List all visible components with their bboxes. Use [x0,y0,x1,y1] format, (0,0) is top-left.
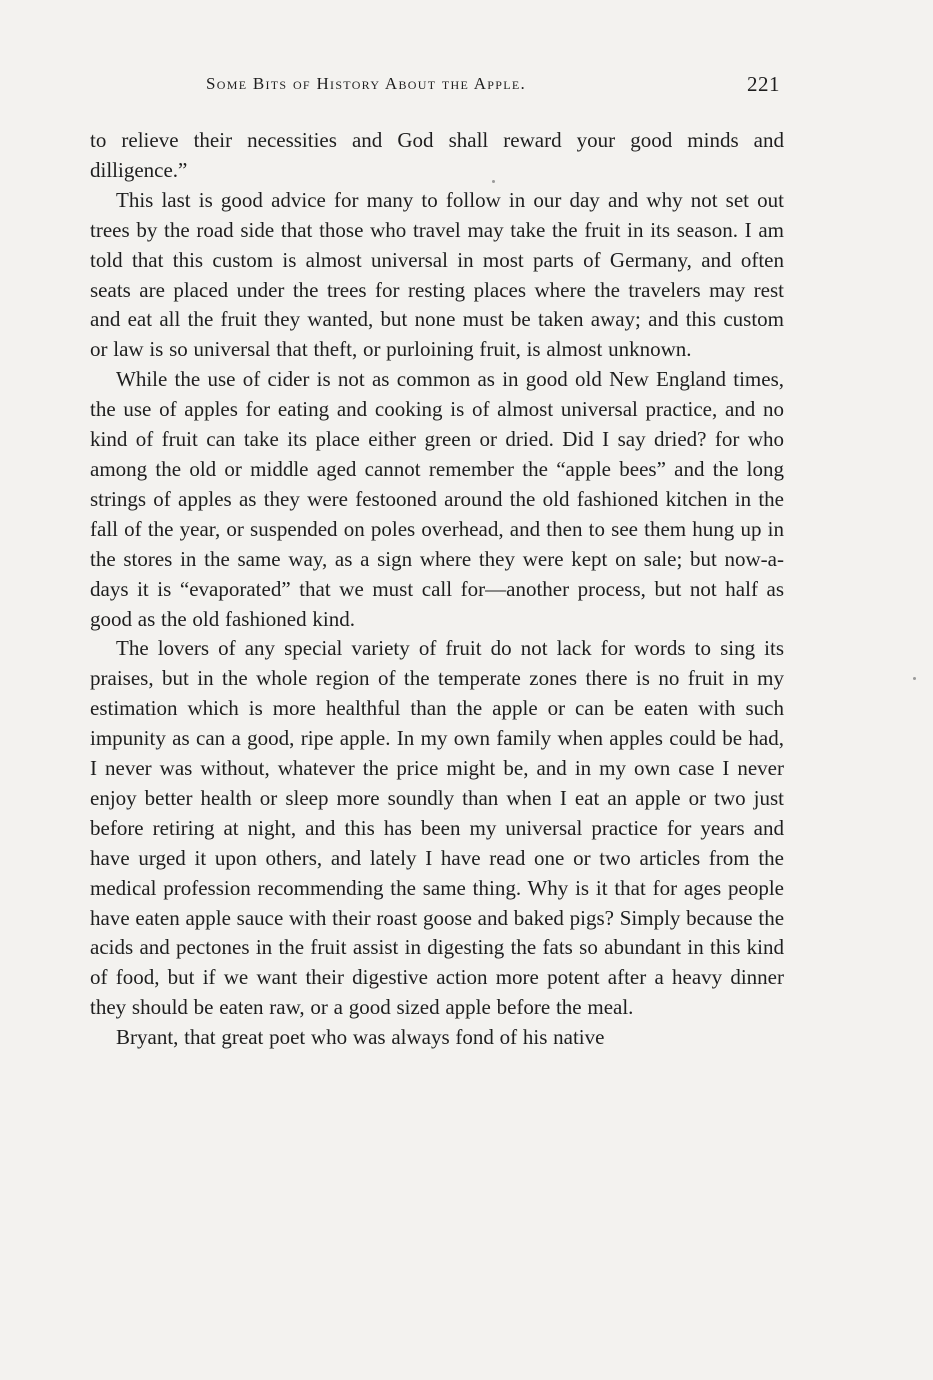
running-head-title: Some Bits of History About the Apple. [206,74,527,93]
paragraph: The lovers of any special variety of fruit do not lack for words to sing its praises, but in the whole region of the temperate zones there is no fruit in my estimation which is more healthful than the apple or can be eaten with such impunity as can a good, ripe apple. In my own family when apples could be had, I never was without, whatever the price might be, and in my own case I never enjoy better health or sleep more soundly than when I eat an apple or two just before retiring at night, and this has been my universal practice for years and have urged it upon others, and lately I have read one or two articles from the medical profession recommending the same thing. Why is it that for ages people have eaten apple sauce with their roast goose and baked pigs? Simply because the acids and pectones in the fruit assist in digesting the fats so abundant in this kind of food, but if we want their digestive action more potent after a heavy dinner they should be eaten raw, or a good sized apple before the meal. [90,636,785,1020]
running-head [90,74,780,104]
paragraph: This last is good advice for many to follow in our day and why not set out trees by the road side that those who travel may take the fruit in its season. I am told that this custom is almost universal in most parts of Germany, and often seats are placed under the trees for resting places where the travelers may rest and eat all the fruit they wanted, but none must be taken away; and this custom or law is so universal that theft, or purloining fruit, is almost unknown. [90,187,784,362]
paragraph-final-partial: Bryant, that great poet who was always fond of his native [116,1025,605,1050]
paragraph: While the use of cider is not as common as in good old New England times, the use of apples for eating and cooking is of almost universal practice, and no kind of fruit can take its place either green or dried. Did I say dried? for who among the old or middle aged cannot remember the “apple bees” and the long strings of apples as they were festooned around the old fashioned kitchen in the fall of the year, or suspended on poles overhead, and then to see them hung up in the stores in the same way, as a sign where they were kept on sale; but now-a-days it is “evaporated” that we must call for—another process, but not half as good as the old fashioned kind. [90,367,784,631]
paper-speck [492,180,495,183]
body-text [90,126,784,1053]
paragraph-continued: to relieve their necessities and God shall reward your good minds and dilligence.” [90,128,784,182]
paper-speck [913,677,916,680]
page-number: 221 [747,72,780,96]
